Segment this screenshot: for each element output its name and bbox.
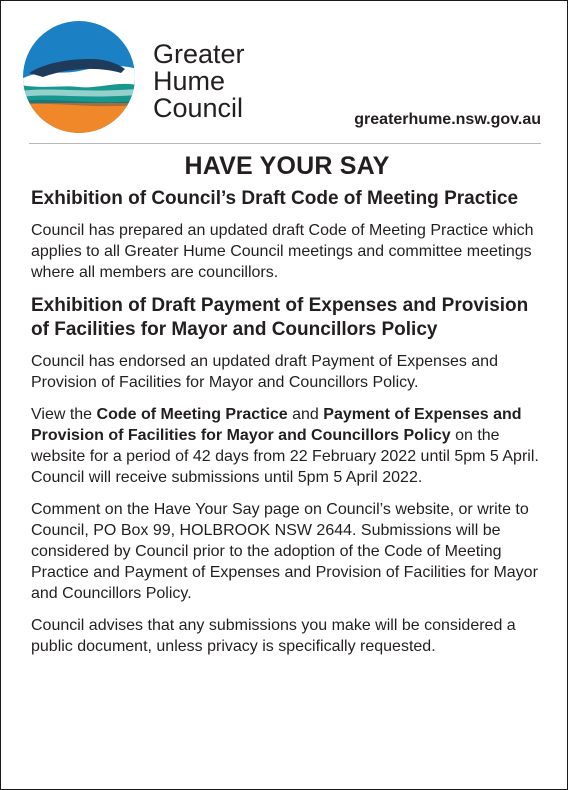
wordmark-line-2: Hume — [153, 66, 226, 96]
section1-body: Council has prepared an updated draft Code of Meeting Practice which applies to all Greater Hume Council meetings and committee meetings where all members are councillors. — [31, 222, 534, 281]
council-wordmark — [153, 41, 245, 122]
header — [1, 1, 567, 141]
section2-heading: Exhibition of Draft Payment of Expenses and Provision of Facilities for Mayor and Councillors Policy — [31, 295, 529, 340]
view-pre: View the — [31, 406, 97, 423]
view-paragraph — [31, 404, 543, 488]
view-doc2: Payment of Expenses and Provision of Facilities for Mayor and Councillors Policy — [31, 406, 522, 444]
view-mid: and — [287, 406, 324, 423]
privacy-paragraph: Council advises that any submissions you make will be considered a public document, unless privacy is specifically requested. — [31, 617, 516, 655]
website-url: greaterhume.nsw.gov.au — [354, 111, 541, 128]
section2-body: Council has endorsed an updated draft Payment of Expenses and Provision of Facilities for Mayor and Councillors Policy. — [31, 353, 498, 391]
notice-content — [31, 151, 543, 668]
council-logo-icon — [21, 19, 137, 135]
view-post: on the website for a period of 42 days from 22 February 2022 until 5pm 5 April. Council will receive submissions until 5pm 5 April 2022. — [31, 427, 539, 486]
comment-paragraph: Comment on the Have Your Say page on Council’s website, or write to Council, PO Box 99, HOLBROOK NSW 2644. Submissions will be considered by Council prior to the adoption of the Code of Meeting Practice and Payment of Expenses and Provision of Facilities for Mayor and Councillors Policy. — [31, 501, 538, 602]
wordmark-line-1: Greater — [153, 39, 245, 69]
header-divider — [29, 143, 541, 144]
notice-title: HAVE YOUR SAY — [184, 152, 390, 180]
view-doc1: Code of Meeting Practice — [96, 406, 288, 423]
wordmark-line-3: Council — [153, 93, 244, 123]
section1-heading: Exhibition of Council’s Draft Code of Meeting Practice — [31, 188, 519, 209]
